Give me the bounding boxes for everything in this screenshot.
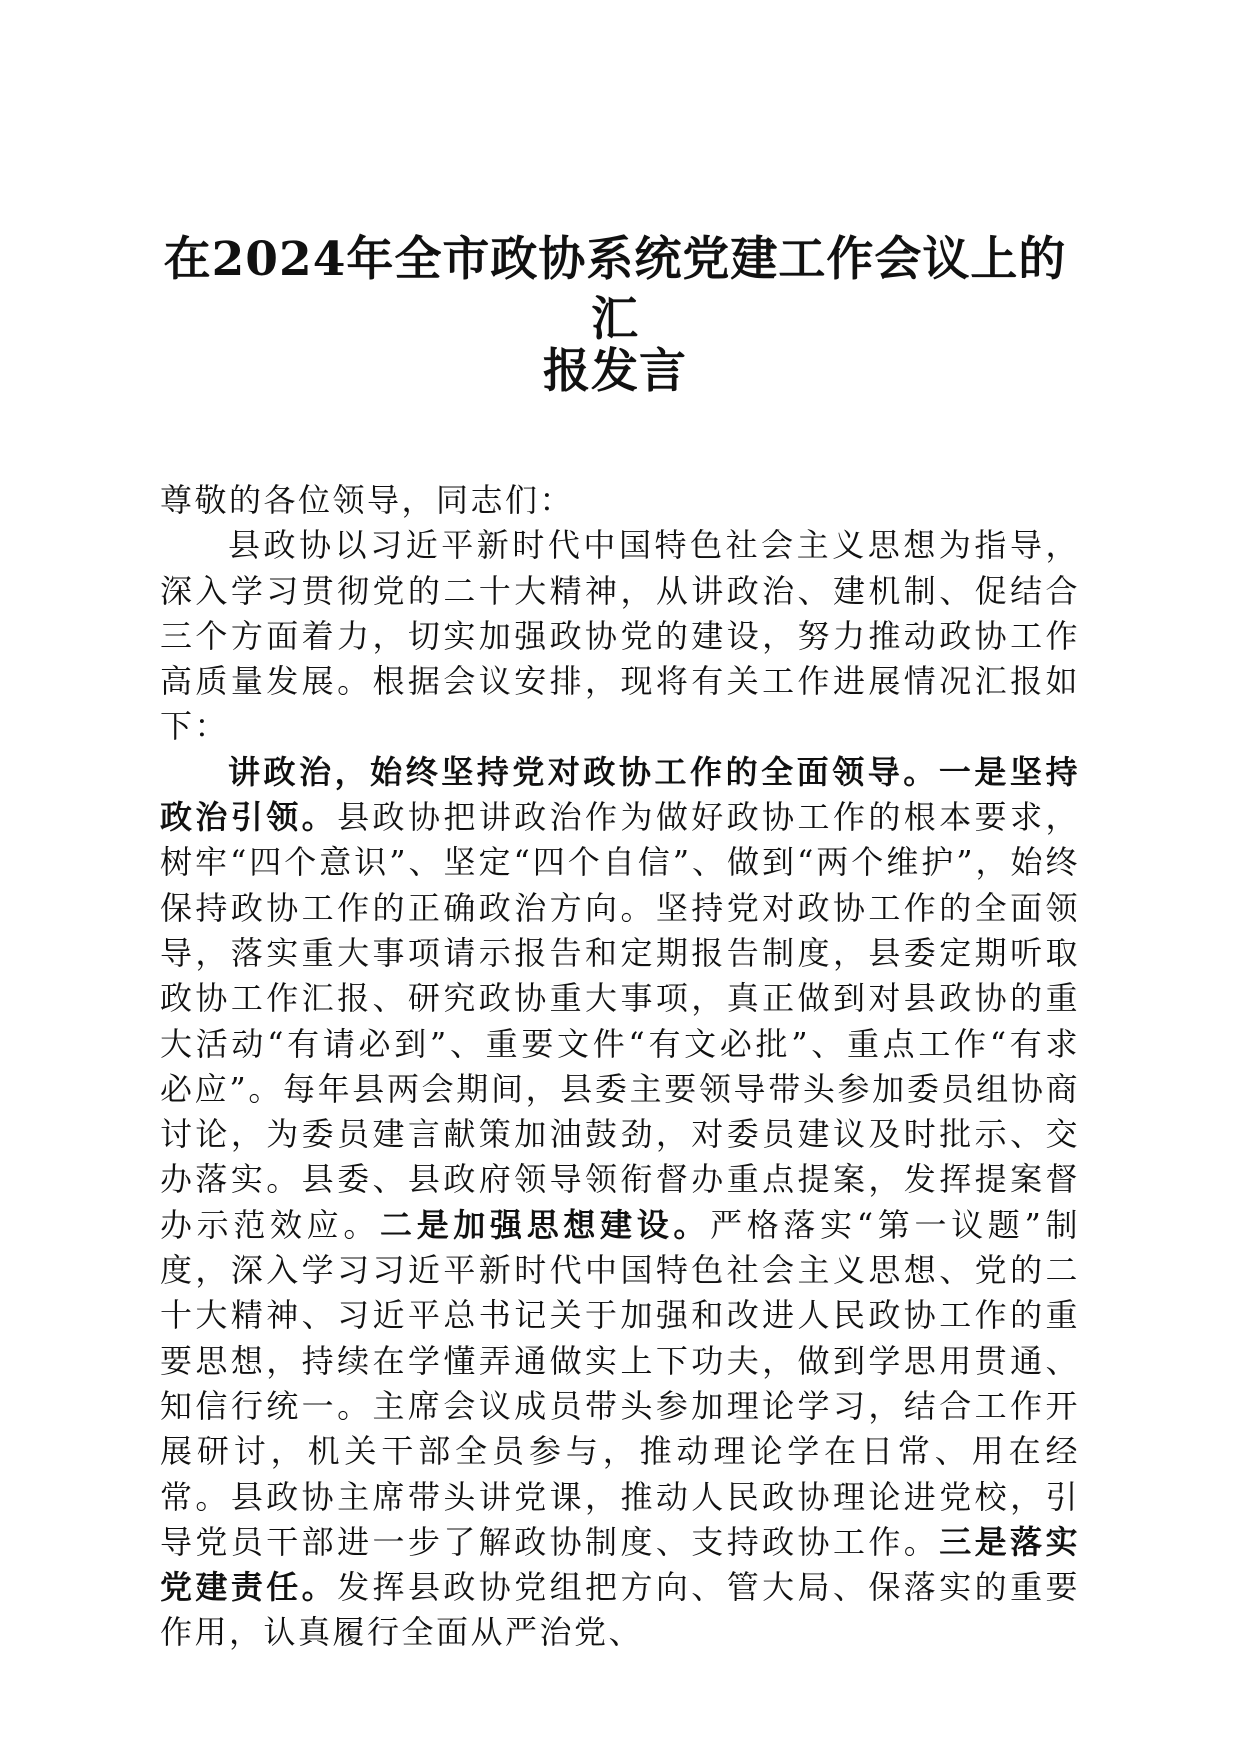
- point-3-text: 发挥县政协党组把方向、管大局、保落实的重要作用，认真履行全面从严治党、: [160, 1568, 1080, 1652]
- point-1-text: 县政协把讲政治作为做好政协工作的根本要求，树牢“四个意识”、坚定“四个自信”、做到“两个维护”，始终保持政协工作的正确政治方向。坚持党对政协工作的全面领导，落实重大事项请示报告和定期报告制度，县委定期听取政协工作汇报、研究政协重大事项，真正做到对县政协的重大活动“有请必到”、重要文件“有文必批”、重点工作“有求必应”。每年县两会期间，县委主要领导带头参加委员组协商讨论，为委员建言献策加油鼓劲，对委员建议及时批示、交办落实。县委、县政府领导领衔督办重点提案，发挥提案督办示范效应。: [160, 798, 1080, 1244]
- point-1-title: 一是坚持政治引领。: [160, 752, 1080, 837]
- section-1-heading: 讲政治，始终坚持党对政协工作的全面领导。: [228, 752, 939, 791]
- salutation: 尊敬的各位领导，同志们：: [160, 481, 575, 519]
- point-2-text: 严格落实“第一议题”制度，深入学习习近平新时代中国特色社会主义思想、党的二十大精神、习近平总书记关于加强和改进人民政协工作的重要思想，持续在学懂弄通做实上下功夫，做到学思用贯通、知信行统一。主席会议成员带头参加理论学习，结合工作开展研讨，机关干部全员参与，推动理论学在日常、用在经常。县政协主席带头讲党课，推动人民政协理论进党校，引导党员干部进一步了解政协制度、支持政协工作。: [160, 1205, 1080, 1561]
- intro-paragraph: 县政协以习近平新时代中国特色社会主义思想为指导，深入学习贯彻党的二十大精神，从讲政治、建机制、促结合三个方面着力，切实加强政协党的建设，努力推动政协工作高质量发展。根据会议安排，现将有关工作进展情况汇报如下：: [160, 526, 1080, 746]
- point-3-title: 三是落实党建责任。: [160, 1522, 1080, 1607]
- document-body: [160, 478, 1080, 1656]
- document-title-line-1: 在2024年全市政协系统党建工作会议上的汇: [163, 232, 1067, 347]
- section-1-paragraph: [160, 750, 1080, 1656]
- document-title-line-2: 报发言: [543, 344, 687, 399]
- point-2-title: 二是加强思想建设。: [380, 1205, 711, 1244]
